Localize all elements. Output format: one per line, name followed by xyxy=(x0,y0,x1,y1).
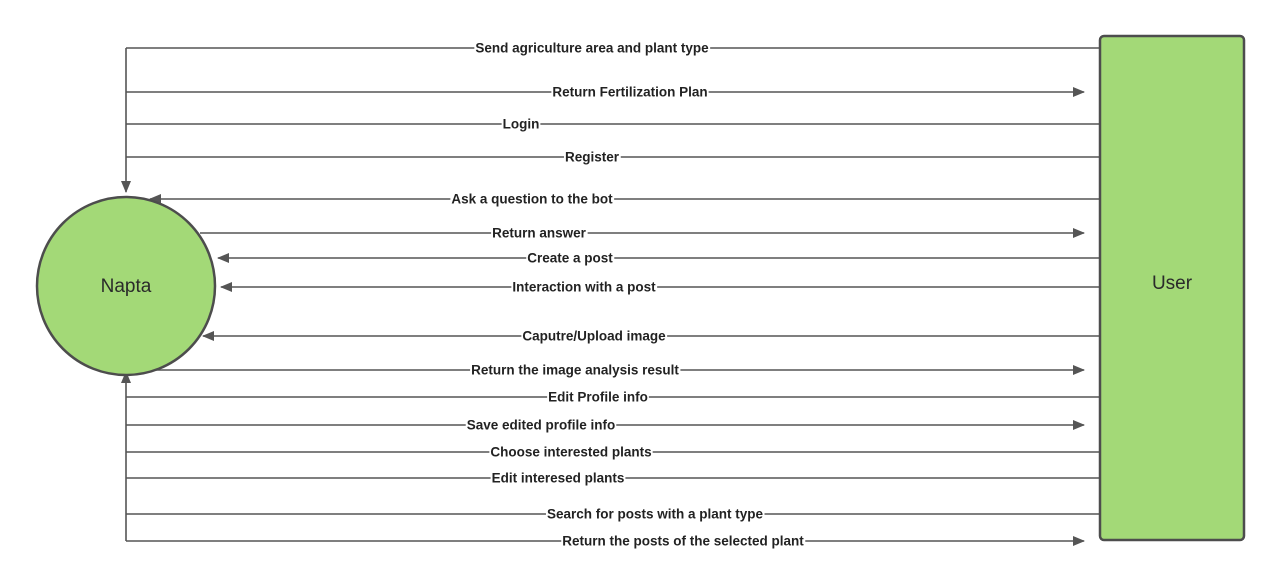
user-node[interactable] xyxy=(1100,36,1244,540)
flow-label: Choose interested plants xyxy=(490,444,652,460)
flow-label: Edit interesed plants xyxy=(491,470,625,486)
flow-2[interactable] xyxy=(126,85,1084,100)
system-node[interactable] xyxy=(37,197,215,375)
flow-1[interactable] xyxy=(126,41,1100,56)
flow-label: Caputre/Upload image xyxy=(522,328,666,344)
flow-10[interactable] xyxy=(144,363,1084,378)
flow-label: Login xyxy=(502,116,540,132)
flow-label: Save edited profile info xyxy=(466,417,616,433)
flow-6[interactable] xyxy=(200,226,1084,241)
flow-label: Return Fertilization Plan xyxy=(552,84,708,100)
flow-8[interactable] xyxy=(221,280,1100,295)
flow-14[interactable] xyxy=(126,471,1100,486)
flow-label: Ask a question to the bot xyxy=(451,191,613,207)
flow-label: Register xyxy=(564,149,620,165)
user-node-label: User xyxy=(1151,273,1193,294)
flow-13[interactable] xyxy=(126,445,1100,460)
flow-label: Send agriculture area and plant type xyxy=(475,40,709,56)
flow-label: Return the image analysis result xyxy=(471,362,679,378)
flow-3[interactable] xyxy=(126,117,1100,132)
flow-15[interactable] xyxy=(126,507,1100,522)
flow-label: Return answer xyxy=(492,225,586,241)
flow-label: Create a post xyxy=(527,250,613,266)
flow-12[interactable] xyxy=(126,418,1084,433)
flow-4[interactable] xyxy=(126,150,1100,165)
flow-label: Return the posts of the selected plant xyxy=(562,533,804,549)
flow-label: Interaction with a post xyxy=(512,279,656,295)
flow-5[interactable] xyxy=(150,192,1100,207)
flow-label: Edit Profile info xyxy=(548,389,648,405)
flow-label: Search for posts with a plant type xyxy=(546,506,764,522)
flow-11[interactable] xyxy=(126,390,1100,405)
system-node-label: Napta xyxy=(100,276,152,297)
flow-7[interactable] xyxy=(218,251,1100,266)
flow-16[interactable] xyxy=(126,534,1084,549)
flow-9[interactable] xyxy=(203,329,1100,344)
flow-group xyxy=(126,41,1100,549)
